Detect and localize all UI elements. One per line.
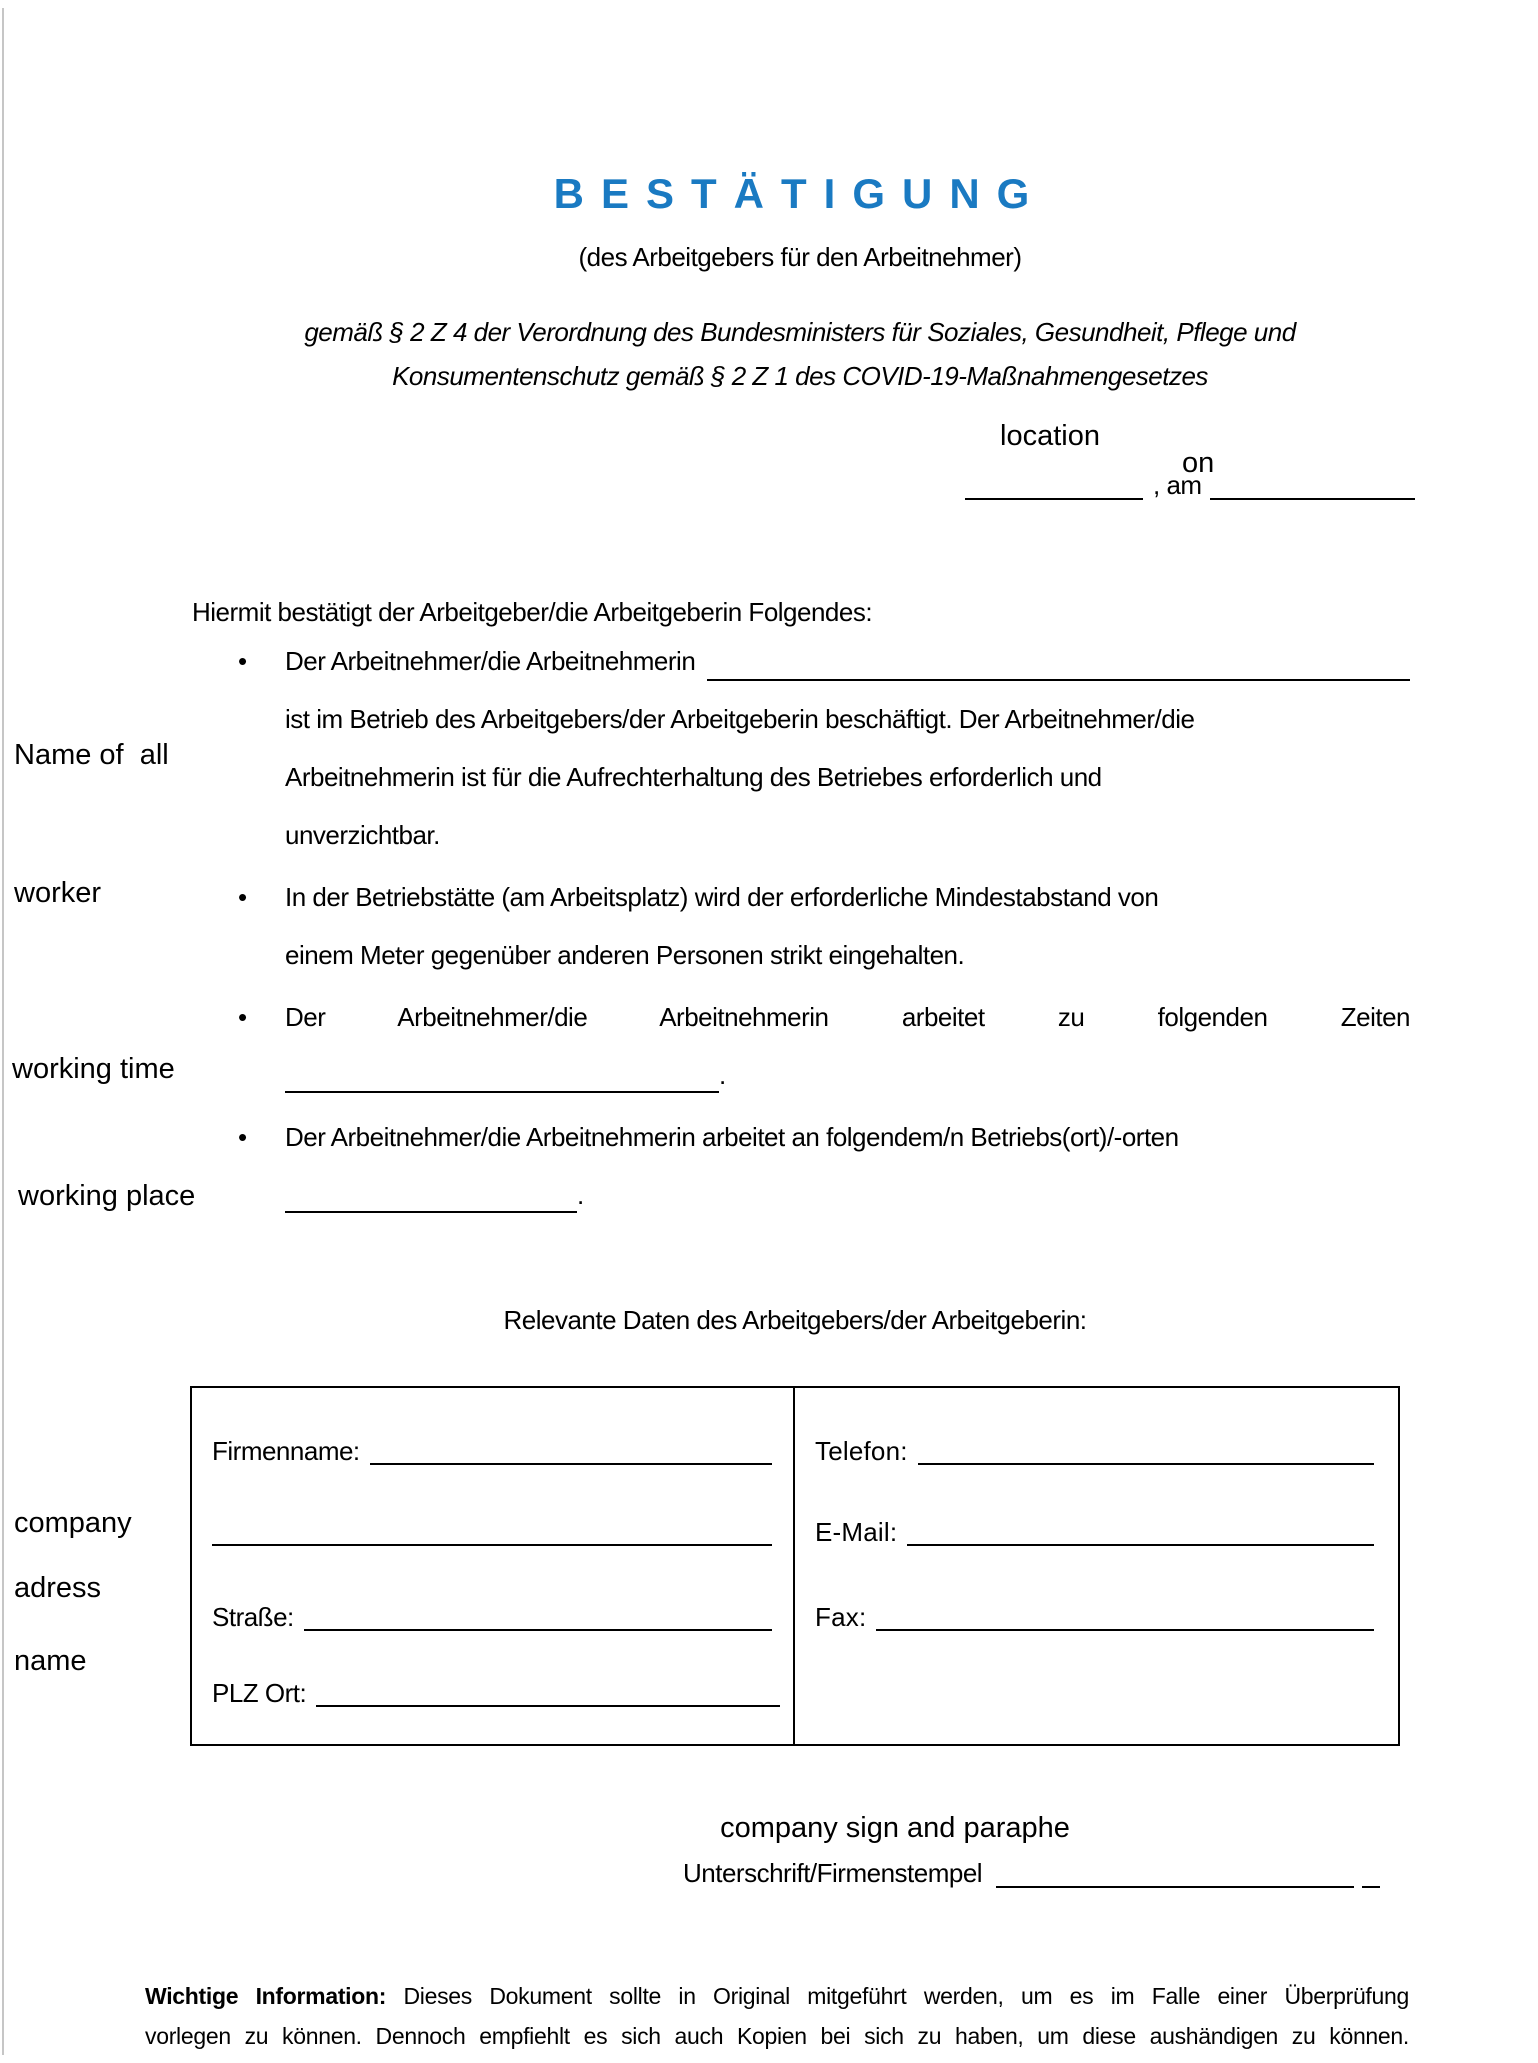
comma-am-label: , am: [1153, 470, 1202, 500]
plz-ort-row: [212, 1676, 780, 1710]
firmenname-continuation-blank[interactable]: [212, 1514, 772, 1546]
important-information: [145, 1976, 1409, 2056]
list-item-working-time: [238, 988, 1410, 1104]
legal-basis-line2: Konsumentenschutz gemäß § 2 Z 1 des COVID-19-Maßnahmengesetzes: [392, 361, 1208, 391]
date-line: [965, 468, 1415, 500]
adress-annotation: adress: [14, 1572, 102, 1604]
page-subtitle: (des Arbeitgebers für den Arbeitnehmer): [578, 242, 1022, 272]
page-edge-line: [2, 8, 4, 2055]
strasse-label: Straße:: [212, 1602, 294, 1632]
bullet3-period: .: [719, 1060, 726, 1090]
firmenname-blank[interactable]: [370, 1433, 772, 1465]
bullet2-line1: In der Betriebstätte (am Arbeitsplatz) wird der erforderliche Mindestabstand von: [285, 882, 1159, 912]
bullet1-line2: ist im Betrieb des Arbeitgebers/der Arbeitgeberin beschäftigt. Der Arbeitnehmer/die: [285, 704, 1195, 734]
worker-name-blank[interactable]: [707, 639, 1410, 681]
signature-label: Unterschrift/Firmenstempel: [683, 1858, 983, 1888]
date-blank[interactable]: [1210, 468, 1415, 500]
legal-basis-line1: gemäß § 2 Z 4 der Verordnung des Bundesministers für Soziales, Gesundheit, Pflege und: [304, 317, 1296, 347]
company-sign-annotation: company sign and paraphe: [720, 1812, 1070, 1844]
page-title: BESTÄTIGUNG: [553, 170, 1047, 217]
fax-blank[interactable]: [876, 1599, 1374, 1631]
important-information-line1-rest: Dieses Dokument sollte in Original mitgeführt werden, um es im Falle einer Überprüfung: [386, 1983, 1409, 2009]
email-blank[interactable]: [907, 1514, 1374, 1546]
telefon-blank[interactable]: [918, 1433, 1374, 1465]
intro-statement: Hiermit bestätigt der Arbeitgeber/die Arbeitgeberin Folgendes:: [192, 597, 873, 627]
fax-label: Fax:: [815, 1602, 867, 1632]
confirmation-list: [238, 632, 1410, 1224]
email-row: [815, 1515, 1374, 1549]
company-annotation-line2: name: [14, 1645, 87, 1677]
working-place-annotation: working place: [18, 1180, 196, 1212]
bullet3-line1: Der Arbeitnehmer/die Arbeitnehmerin arbeitet zu folgenden Zeiten: [285, 1002, 1410, 1032]
strasse-row: [212, 1600, 772, 1634]
firmenname-row: [212, 1434, 772, 1468]
bullet-icon: •: [238, 646, 247, 676]
table-column-divider: [793, 1388, 795, 1744]
bullet4-period: .: [577, 1180, 584, 1210]
employer-data-heading: Relevante Daten des Arbeitgebers/der Arbeitgeberin:: [503, 1305, 1087, 1335]
location-annotation: location: [1000, 420, 1100, 452]
telefon-row: [815, 1434, 1374, 1468]
working-time-blank[interactable]: [285, 1051, 719, 1093]
email-label: E-Mail:: [815, 1517, 898, 1547]
important-information-line2: vorlegen zu können. Dennoch empfiehlt es sich auch Kopien bei sich zu haben, um diese aushändigen zu können.: [145, 2023, 1409, 2049]
worker-annotation-line1: Name of all: [14, 739, 169, 771]
plz-ort-label: PLZ Ort:: [212, 1678, 307, 1708]
list-item-employee: [238, 632, 1410, 864]
bullet1-line4: unverzichtbar.: [285, 820, 440, 850]
strasse-blank[interactable]: [304, 1599, 772, 1631]
list-item-distance: [238, 868, 1410, 984]
on-annotation: on: [1182, 447, 1215, 479]
important-information-bold: Wichtige Information:: [145, 1983, 387, 2009]
fax-row: [815, 1600, 1374, 1634]
working-time-annotation: working time: [12, 1053, 175, 1085]
important-information-line1: [145, 1976, 1409, 2016]
firmenname-label: Firmenname:: [212, 1436, 360, 1466]
working-place-blank[interactable]: [285, 1171, 577, 1213]
plz-ort-blank[interactable]: [316, 1675, 780, 1707]
bullet-icon: •: [238, 1002, 247, 1032]
firmenname-continuation-row: [212, 1515, 772, 1549]
list-item-working-place: [238, 1108, 1410, 1224]
bullet4-line1: Der Arbeitnehmer/die Arbeitnehmerin arbeitet an folgendem/n Betriebs(ort)/-orten: [285, 1122, 1179, 1152]
location-blank[interactable]: [965, 468, 1143, 500]
signature-blank-end[interactable]: [1362, 1856, 1380, 1888]
telefon-label: Telefon:: [815, 1436, 908, 1466]
bullet-icon: •: [238, 882, 247, 912]
signature-blank[interactable]: [996, 1856, 1354, 1888]
company-annotation-line1: company: [14, 1507, 132, 1539]
employer-data-table: [190, 1386, 1400, 1746]
legal-basis: [62, 310, 1538, 398]
bullet2-line2: einem Meter gegenüber anderen Personen strikt eingehalten.: [285, 940, 965, 970]
worker-annotation: [14, 640, 169, 1008]
bullet1-line3: Arbeitnehmerin ist für die Aufrechterhaltung des Betriebes erforderlich und: [285, 762, 1102, 792]
bullet1-line1: Der Arbeitnehmer/die Arbeitnehmerin: [285, 646, 696, 676]
signature-line: [683, 1856, 1380, 1890]
worker-annotation-line2: worker: [14, 877, 102, 909]
bullet-icon: •: [238, 1122, 247, 1152]
